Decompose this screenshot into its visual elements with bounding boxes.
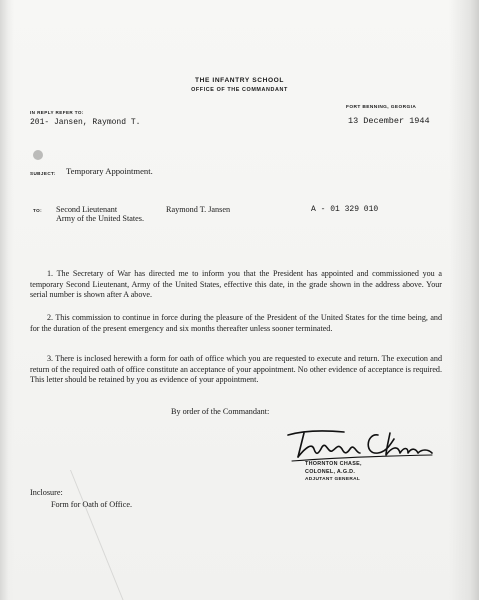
order-line: By order of the Commandant: [171,407,270,416]
letter-place: FORT BENNING, GEORGIA [346,105,417,110]
addressee-rank: Second Lieutenant [56,205,118,214]
subject-value: Temporary Appointment. [66,166,153,176]
body-paragraph-2: 2. This commission to continue in force during the pleasure of the President of the United States for the time being, and for the duration of the present emergency and six months thereafter unless sooner terminated. [30,313,442,333]
addressee-army: Army of the United States. [56,214,144,223]
letterhead-office: OFFICE OF THE COMMANDANT [191,87,288,93]
signer-name: THORNTON CHASE, [305,461,362,467]
signer-rank: COLONEL, A.G.D. [305,469,356,475]
body-paragraph-3: 3. There is inclosed herewith a form for oath of office which you are requested to execute and return. The execution and return of the required oath of office constitute an acceptance of your appointment. No other evidence of acceptance is required. This letter should be retained by you as evidence of your appointment. [30,354,442,385]
body-paragraph-1: 1. The Secretary of War has directed me to inform you that the President has appointed and commissioned you a temporary Second Lieutenant, Army of the United States, effective this date, in the grade shown in the address above. Your serial number is shown after A above. [30,269,442,300]
inclosure-item: Form for Oath of Office. [51,500,133,509]
punch-hole-mark [33,150,43,160]
signer-title: ADJUTANT GENERAL [305,477,361,482]
inclosure-label: Inclosure: [30,488,63,497]
reply-refer-value: 201- Jansen, Raymond T. [30,118,141,127]
letterhead-school: THE INFANTRY SCHOOL [194,77,285,84]
reply-refer-label: IN REPLY REFER TO: [30,110,84,115]
serial-number: A - 01 329 010 [311,205,379,214]
to-label: TO: [33,208,43,213]
letter-date: 13 December 1944 [348,116,430,126]
subject-label: SUBJECT: [30,171,56,176]
addressee-name: Raymond T. Jansen [166,205,231,214]
